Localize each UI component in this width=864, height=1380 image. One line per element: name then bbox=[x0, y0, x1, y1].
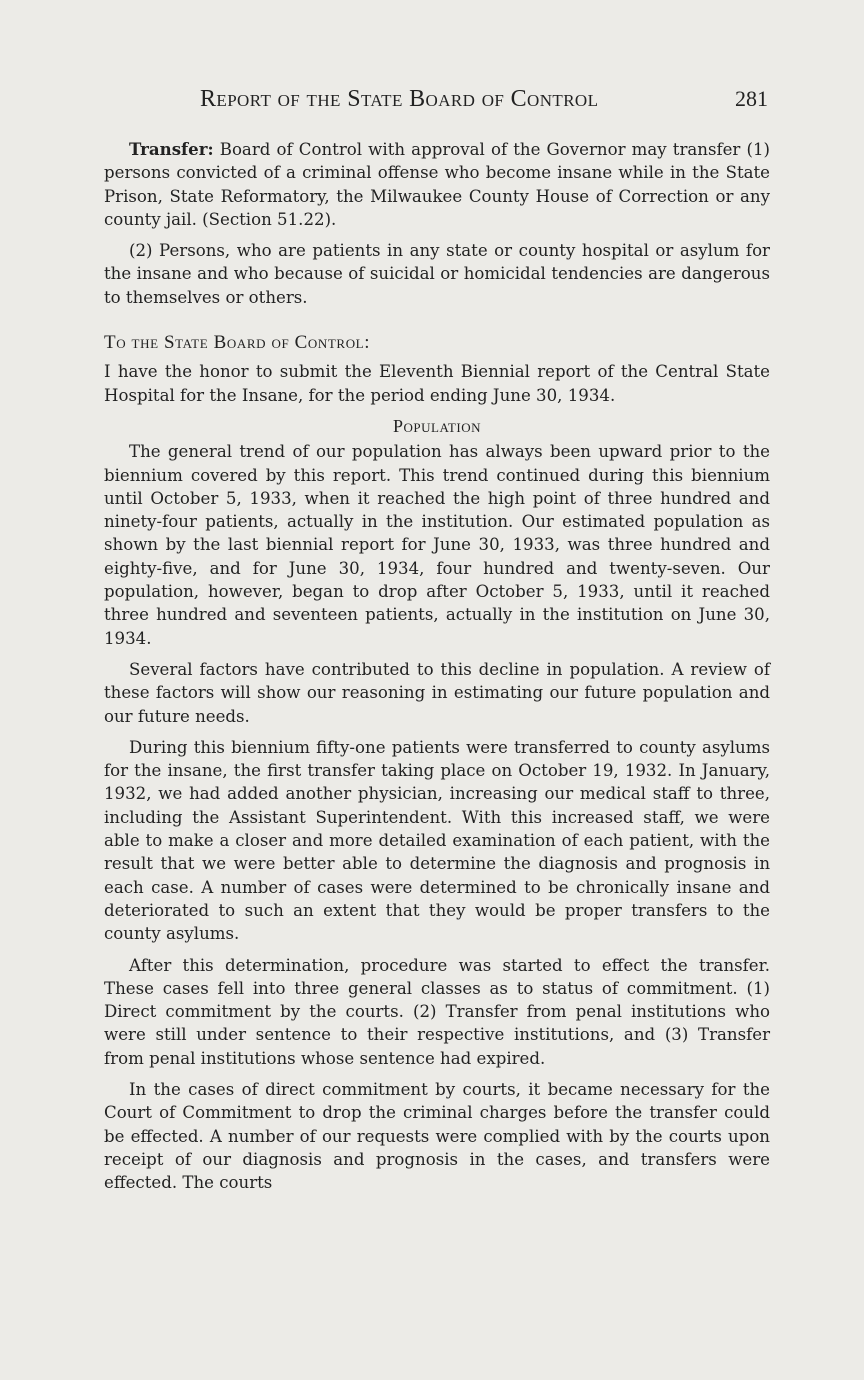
population-paragraph: During this biennium fifty-one patients were transferred to county asylums for the insane, the first transfer taking place on October 19, 1932. In January, 1932, we had added another physician, increasing our medical staff to three, including the Assistant Superintendent. With this increased staff, we were able to make a closer and more detailed examination of each patient, with the result that we were better able to determine the diagnosis and prognosis in each case. A number of cases were determined to be chronically insane and deteriorated to such an extent that they would be proper transfers to the county asylums. bbox=[104, 737, 770, 944]
transfer-item-2: (2) Persons, who are patients in any state or county hospital or asylum for the insane and who because of suicidal or homicidal tendencies are dangerous to themselves or others. bbox=[104, 241, 770, 307]
page-number: 281 bbox=[735, 86, 768, 111]
address-intro: I have the honor to submit the Eleventh Biennial report of the Central State Hospital for the Insane, for the period ending June 30, 1934. bbox=[104, 362, 770, 405]
page-body bbox=[104, 138, 770, 1202]
transfer-text: Board of Control with approval of the Governor may transfer (1) persons convicted of a criminal offense who become insane while in the State Prison, State Reformatory, the Milwaukee County House of Correction or any county jail. (Section 51.22). bbox=[104, 140, 771, 229]
transfer-paragraph bbox=[104, 138, 770, 231]
population-paragraph: Several factors have contributed to this decline in population. A review of these factors will show our reasoning in estimating our future population and our future needs. bbox=[104, 659, 770, 726]
population-paragraph: In the cases of direct commitment by courts, it became necessary for the Court of Commitment to drop the criminal charges before the transfer could be effected. A number of our requests were complied with by the courts upon receipt of our diagnosis and prognosis in the cases, and transfers were effected. The courts bbox=[104, 1079, 770, 1193]
address-heading: To the State Board of Control: bbox=[104, 332, 371, 354]
transfer-label: Transfer: bbox=[129, 139, 214, 159]
running-header bbox=[200, 86, 768, 114]
running-title: Report of the State Board of Control bbox=[200, 86, 599, 112]
population-paragraph: The general trend of our population has always been upward prior to the biennium covered by this report. This trend continued during this biennium until October 5, 1933, when it reached the high point of three hundred and ninety-four patients, actually in the institution. Our estimated population as shown by the last biennial report for June 30, 1933, was three hundred and eighty-five, and for June 30, 1934, four hundred and twenty-seven. Our population, however, began to drop after October 5, 1933, until it reached three hundred and seventeen patients, actually in the institution on June 30, 1934. bbox=[104, 442, 770, 648]
population-heading: Population bbox=[393, 415, 481, 436]
population-paragraph: After this determination, procedure was started to effect the transfer. These cases fell into three general classes as to status of commitment. (1) Direct commitment by the courts. (2) Transfer from penal institutions who were still under sentence to their respective institutions, and (3) Transfer from penal institutions whose sentence had expired. bbox=[104, 955, 770, 1068]
